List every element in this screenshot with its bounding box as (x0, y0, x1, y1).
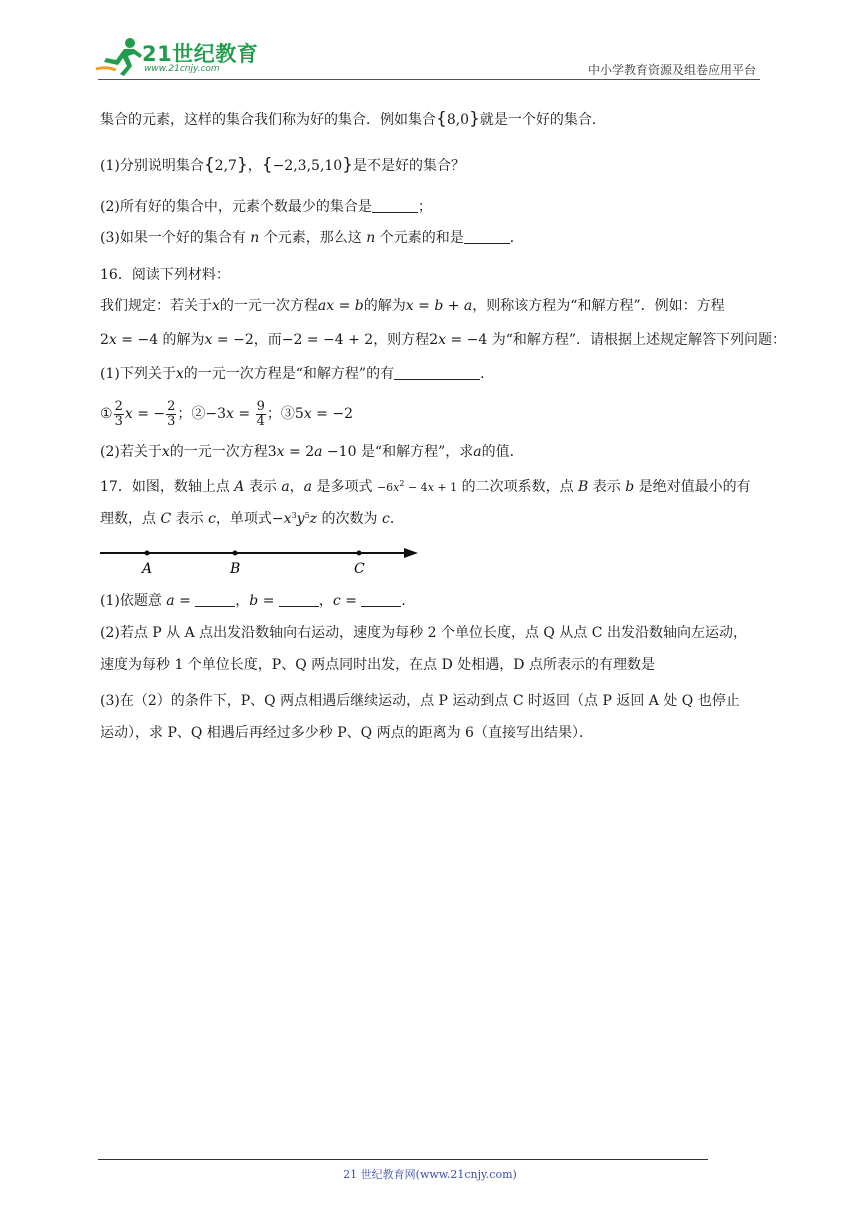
q17-part3-line2: 运动），求 P、Q 相遇后再经过多少秒 P、Q 两点的距离为 6（直接写出结果）． (100, 725, 593, 741)
number-line-arrow-icon (404, 548, 418, 558)
q16-title: 16．阅读下列材料： (100, 267, 230, 283)
answer-blank-b[interactable] (279, 592, 319, 607)
runner-logo-icon (94, 36, 144, 78)
q17-part1: (1)依题意 a = ，b = ，c = ． (100, 593, 416, 609)
logo-url: www.21cnjy.com (144, 64, 220, 74)
answer-blank[interactable] (464, 229, 510, 244)
answer-blank[interactable] (372, 198, 418, 213)
platform-name: 中小学教育资源及组卷应用平台 (587, 63, 756, 77)
q15-part3: (3)如果一个好的集合有 n 个元素，那么这 n 个元素的和是 ． (100, 230, 524, 246)
q17-line2: 理数，点 C 表示 c，单项式$-x^3y^5z$ 的次数为 c． (100, 511, 404, 527)
q16-definition: 我们规定：若关于x的一元一次方程ax = b的解为x = b + a，则称该方程为“和解方程”．例如：方程 (100, 298, 725, 314)
footer-text[interactable]: 21 世纪教育网(www.21cnjy.com) (343, 1168, 517, 1181)
number-line-figure (100, 543, 420, 579)
label-a: A (142, 561, 153, 577)
q17-part2-line2: 速度为每秒 1 个单位长度，P、Q 两点同时出发，在点 D 处相遇，D 点所表示的有理数是 (100, 657, 655, 673)
answer-blank-a[interactable] (195, 592, 235, 607)
q16-part2: (2)若关于x的一元一次方程3x = 2a −10 是“和解方程”，求a的值． (100, 444, 524, 460)
point-c (357, 551, 362, 556)
answer-blank[interactable] (394, 365, 480, 380)
logo-text: 21世纪教育 (142, 42, 259, 66)
q17-part3-line1: (3)在（2）的条件下，P、Q 两点相遇后继续运动，点 P 运动到点 C 时返回（点 P 返回 A 处 Q 也停止 (100, 693, 740, 709)
point-a (145, 551, 150, 556)
page-header (0, 0, 860, 90)
q17-part2-line1: (2)若点 P 从 A 点出发沿数轴向右运动，速度为每秒 2 个单位长度，点 Q 从点 C 出发沿数轴向左运动， (100, 625, 747, 641)
q16-options: ① $\frac{2}{3}$ x = − $\frac{2}{3}$ ；②−3x = $\frac{9}{4}$ ；③5x = −2 (100, 398, 353, 429)
q17-line1: 17．如图，数轴上点 A 表示 a，a 是多项式 $-6x^2 - 4x + 1$ 的二次项系数，点 B 表示 b 是绝对值最小的有 (100, 479, 751, 495)
site-logo[interactable] (94, 36, 264, 78)
q16-example: 2x = −4 的解为x = −2，而−2 = −4 + 2，则方程2x = −4 为“和解方程”．请根据上述规定解答下列问题： (100, 332, 787, 348)
q16-part1: (1)下列关于x的一元一次方程是“和解方程”的有 ． (100, 366, 495, 382)
q15-line1: 集合的元素，这样的集合我们称为好的集合．例如集合{8,0}就是一个好的集合． (100, 109, 606, 129)
header-divider (98, 79, 760, 80)
label-b: B (230, 561, 241, 577)
answer-blank-c[interactable] (361, 592, 401, 607)
q15-part2: (2)所有好的集合中，元素个数最少的集合是 ； (100, 199, 432, 215)
footer-divider (98, 1159, 708, 1160)
q15-part1: (1)分别说明集合{2,7}，{−2,3,5,10}是不是好的集合？ (100, 155, 466, 175)
point-b (233, 551, 238, 556)
label-c: C (354, 561, 365, 577)
